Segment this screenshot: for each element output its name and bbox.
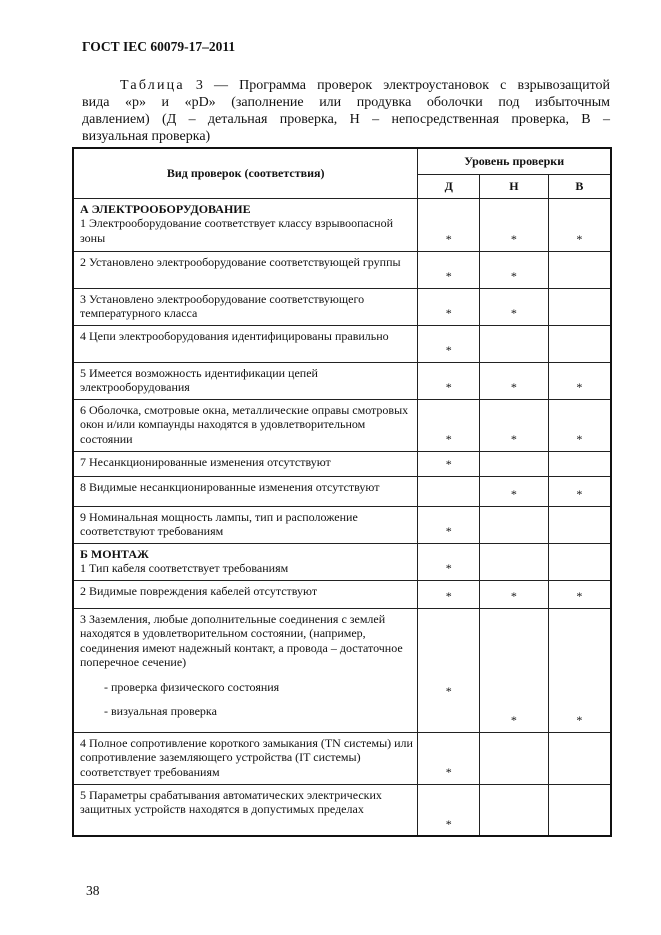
mark-n — [480, 543, 549, 580]
row-description: 8 Видимые несанкционированные изменения отсутствуют — [73, 476, 418, 506]
table-row — [73, 362, 611, 399]
mark-d: * — [418, 198, 480, 251]
row-text: 1 Тип кабеля соответствует требованиям — [80, 561, 289, 575]
table-row — [73, 784, 611, 836]
row-description: 5 Параметры срабатывания автоматических электрических защитных устройств находятся в допустимых пределах — [73, 784, 418, 836]
page-number: 38 — [86, 883, 100, 898]
mark-v: * — [548, 580, 611, 608]
mark-v — [548, 732, 611, 784]
section-title-a: А ЭЛЕКТРООБОРУДОВАНИЕ — [80, 201, 251, 216]
row-description: 2 Установлено электрооборудование соответствующей группы — [73, 251, 418, 288]
mark-d: * — [418, 288, 480, 325]
mark-n — [480, 325, 549, 362]
mark-n: * — [480, 198, 549, 251]
row-description — [73, 608, 418, 732]
mark-d: * — [418, 451, 480, 476]
table-row — [73, 399, 611, 451]
mark-d: * — [418, 608, 480, 732]
table-row — [73, 580, 611, 608]
mark-v: * — [548, 362, 611, 399]
mark-d: * — [418, 506, 480, 543]
mark-v — [548, 288, 611, 325]
caption-line-3: давлением) (Д – детальная проверка, Н – непосредственная проверка, В – — [82, 112, 610, 127]
table-caption — [82, 77, 610, 145]
sub-item-visual: - визуальная проверка — [104, 704, 217, 718]
row-description: 5 Имеется возможность идентификации цепей электрооборудования — [73, 362, 418, 399]
mark-v: * — [548, 399, 611, 451]
mark-v — [548, 543, 611, 580]
mark-v: * — [548, 608, 611, 732]
level-v-header: В — [548, 174, 611, 198]
caption-line-1 — [82, 77, 610, 94]
mark-d: * — [418, 580, 480, 608]
sub-item-physical: - проверка физического состояния — [104, 679, 280, 694]
mark-v — [548, 451, 611, 476]
level-d-header: Д — [418, 174, 480, 198]
row-text: 1 Электрооборудование соответствует классу взрывоопасной зоны — [80, 216, 394, 245]
row-description: 3 Установлено электрооборудование соответствующего температурного класса — [73, 288, 418, 325]
mark-v — [548, 784, 611, 836]
section-title-b: Б МОНТАЖ — [80, 546, 149, 561]
mark-n: * — [480, 251, 549, 288]
row-description: 4 Цепи электрооборудования идентифицированы правильно — [73, 325, 418, 362]
document-header: ГОСТ IEC 60079-17–2011 — [82, 39, 236, 54]
caption-line-2: вида «р» и «рD» (заполнение или продувка оболочки под избыточным — [82, 95, 610, 110]
inspection-table — [72, 147, 612, 837]
row-description: 9 Номинальная мощность лампы, тип и расположение соответствуют требованиям — [73, 506, 418, 543]
table-row — [73, 506, 611, 543]
table-row — [73, 543, 611, 580]
table-row — [73, 732, 611, 784]
table-row — [73, 198, 611, 251]
table-row — [73, 476, 611, 506]
row-description — [73, 198, 418, 251]
mark-n — [480, 451, 549, 476]
row-text: 3 Заземления, любые дополнительные соединения с землей находятся в удовлетворительном состоянии, (например, соединения имеют надежный контакт, а провода – достаточное поперечное сечение) — [80, 611, 403, 669]
mark-n: * — [480, 399, 549, 451]
mark-n: * — [480, 580, 549, 608]
row-description — [73, 543, 418, 580]
mark-n: * — [480, 476, 549, 506]
mark-d: * — [418, 784, 480, 836]
table-row — [73, 608, 611, 732]
mark-d: * — [418, 399, 480, 451]
table-row — [73, 288, 611, 325]
mark-v — [548, 506, 611, 543]
level-n-header: Н — [480, 174, 549, 198]
mark-n: * — [480, 362, 549, 399]
mark-v: * — [548, 198, 611, 251]
mark-d: * — [418, 732, 480, 784]
row-description: 4 Полное сопротивление короткого замыкания (TN системы) или сопротивление заземляющего устройства (IT системы) соответствует требованиям — [73, 732, 418, 784]
caption-line-4: визуальная проверка) — [82, 129, 211, 144]
table-row — [73, 251, 611, 288]
mark-v — [548, 325, 611, 362]
mark-v — [548, 251, 611, 288]
mark-n — [480, 732, 549, 784]
mark-n: * — [480, 288, 549, 325]
mark-d: * — [418, 325, 480, 362]
mark-d: * — [418, 251, 480, 288]
mark-n — [480, 506, 549, 543]
table-row — [73, 325, 611, 362]
row-description: 6 Оболочка, смотровые окна, металлические оправы смотровых окон и/или компаунды находятся в удовлетворительном состоянии — [73, 399, 418, 451]
mark-n: * — [480, 608, 549, 732]
mark-v: * — [548, 476, 611, 506]
row-description: 2 Видимые повреждения кабелей отсутствуют — [73, 580, 418, 608]
table-row — [73, 451, 611, 476]
caption-table-word: Таблица — [120, 78, 185, 93]
mark-d: * — [418, 543, 480, 580]
column-header-checks: Вид проверок (соответствия) — [73, 148, 418, 198]
row-description: 7 Несанкционированные изменения отсутствуют — [73, 451, 418, 476]
mark-d: * — [418, 362, 480, 399]
mark-d — [418, 476, 480, 506]
column-header-level: Уровень проверки — [418, 148, 611, 174]
caption-line-1-rest: 3 — Программа проверок электроустановок с взрывозащитой — [195, 78, 611, 93]
mark-n — [480, 784, 549, 836]
